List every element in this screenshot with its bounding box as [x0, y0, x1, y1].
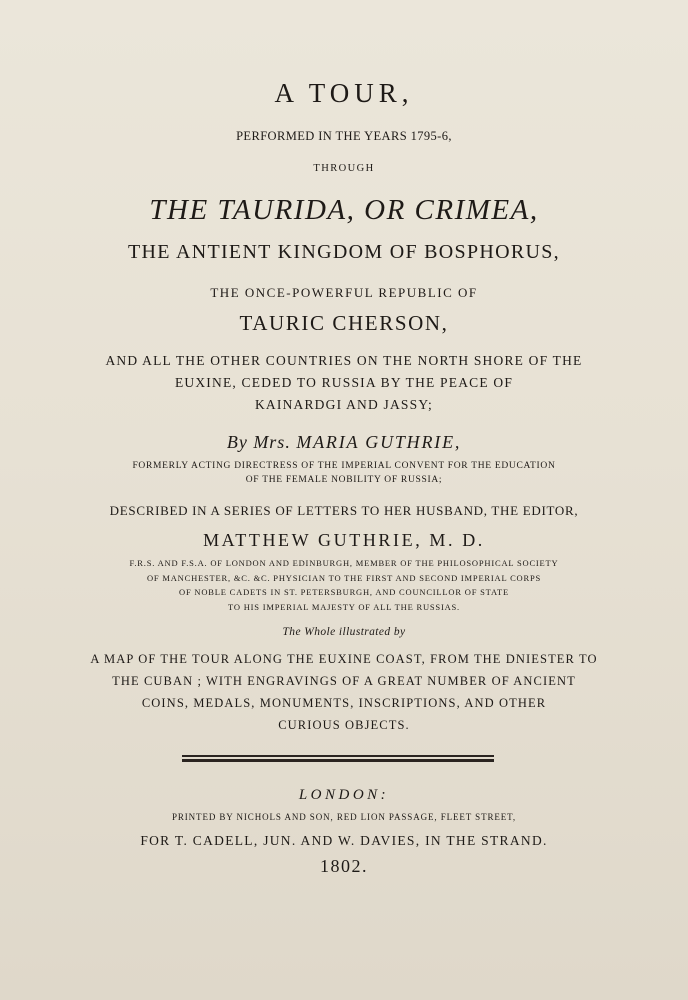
antient-kingdom-heading: THE ANTIENT KINGDOM OF BOSPHORUS,	[127, 241, 560, 263]
credentials-line: OF MANCHESTER, &C. &C. PHYSICIAN TO THE FIRST AND SECOND IMPERIAL CORPS	[146, 572, 542, 583]
double-rule-divider	[182, 755, 494, 764]
countries-paragraph	[0, 350, 688, 416]
countries-line: EUXINE, CEDED TO RUSSIA BY THE PEACE OF	[174, 375, 514, 390]
rule-thin	[182, 755, 494, 757]
book-title: A TOUR,	[274, 78, 414, 108]
credentials-line: F.R.S. AND F.S.A. OF LONDON AND EDINBURGH, MEMBER OF THE PHILOSOPHICAL SOCIETY	[129, 558, 559, 568]
countries-line: KAINARDGI AND JASSY;	[254, 397, 434, 412]
performed-years: PERFORMED IN THE YEARS 1795-6,	[236, 129, 452, 143]
republic-line: THE ONCE-POWERFUL REPUBLIC OF	[210, 285, 478, 300]
map-description	[0, 648, 688, 736]
credentials-line: OF NOBLE CADETS IN ST. PETERSBURGH, AND COUNCILLOR OF STATE	[179, 587, 509, 597]
credentials-line: TO HIS IMPERIAL MAJESTY OF ALL THE RUSSIAS.	[228, 601, 460, 612]
map-description-line: A MAP OF THE TOUR ALONG THE EUXINE COAST, FROM THE DNIESTER TO	[90, 652, 598, 666]
publication-year: 1802.	[320, 856, 368, 876]
rule-thick	[182, 759, 494, 762]
printer-line: PRINTED BY NICHOLS AND SON, RED LION PASSAGE, FLEET STREET,	[171, 812, 517, 822]
taurida-heading: THE TAURIDA, OR CRIMEA,	[149, 194, 539, 226]
map-description-line: THE CUBAN ; WITH ENGRAVINGS OF A GREAT NUMBER OF ANCIENT	[112, 674, 576, 688]
map-description-line: COINS, MEDALS, MONUMENTS, INSCRIPTIONS, AND OTHER	[141, 696, 547, 710]
through-label: THROUGH	[313, 163, 375, 174]
byline-prefix: By Mrs.	[226, 432, 291, 452]
publisher-line: FOR T. CADELL, JUN. AND W. DAVIES, IN THE STRAND.	[140, 833, 548, 848]
author-description	[0, 459, 688, 487]
author-byline	[0, 432, 688, 453]
imprint-place: LONDON:	[298, 787, 390, 803]
author-name: MARIA GUTHRIE,	[296, 432, 462, 452]
editor-name: MATTHEW GUTHRIE, M. D.	[203, 530, 485, 550]
described-line: DESCRIBED IN A SERIES OF LETTERS TO HER HUSBAND, THE EDITOR,	[109, 503, 579, 518]
illustrated-line: The Whole illustrated by	[282, 626, 406, 638]
countries-line: AND ALL THE OTHER COUNTRIES ON THE NORTH SHORE OF THE	[105, 353, 583, 368]
author-description-line: OF THE FEMALE NOBILITY OF RUSSIA;	[245, 475, 443, 485]
map-description-line: CURIOUS OBJECTS.	[278, 718, 410, 732]
author-description-line: FORMERLY ACTING DIRECTRESS OF THE IMPERIAL CONVENT FOR THE EDUCATION	[132, 461, 556, 471]
editor-credentials	[0, 556, 688, 614]
tauric-cherson-heading: TAURIC CHERSON,	[239, 311, 449, 335]
